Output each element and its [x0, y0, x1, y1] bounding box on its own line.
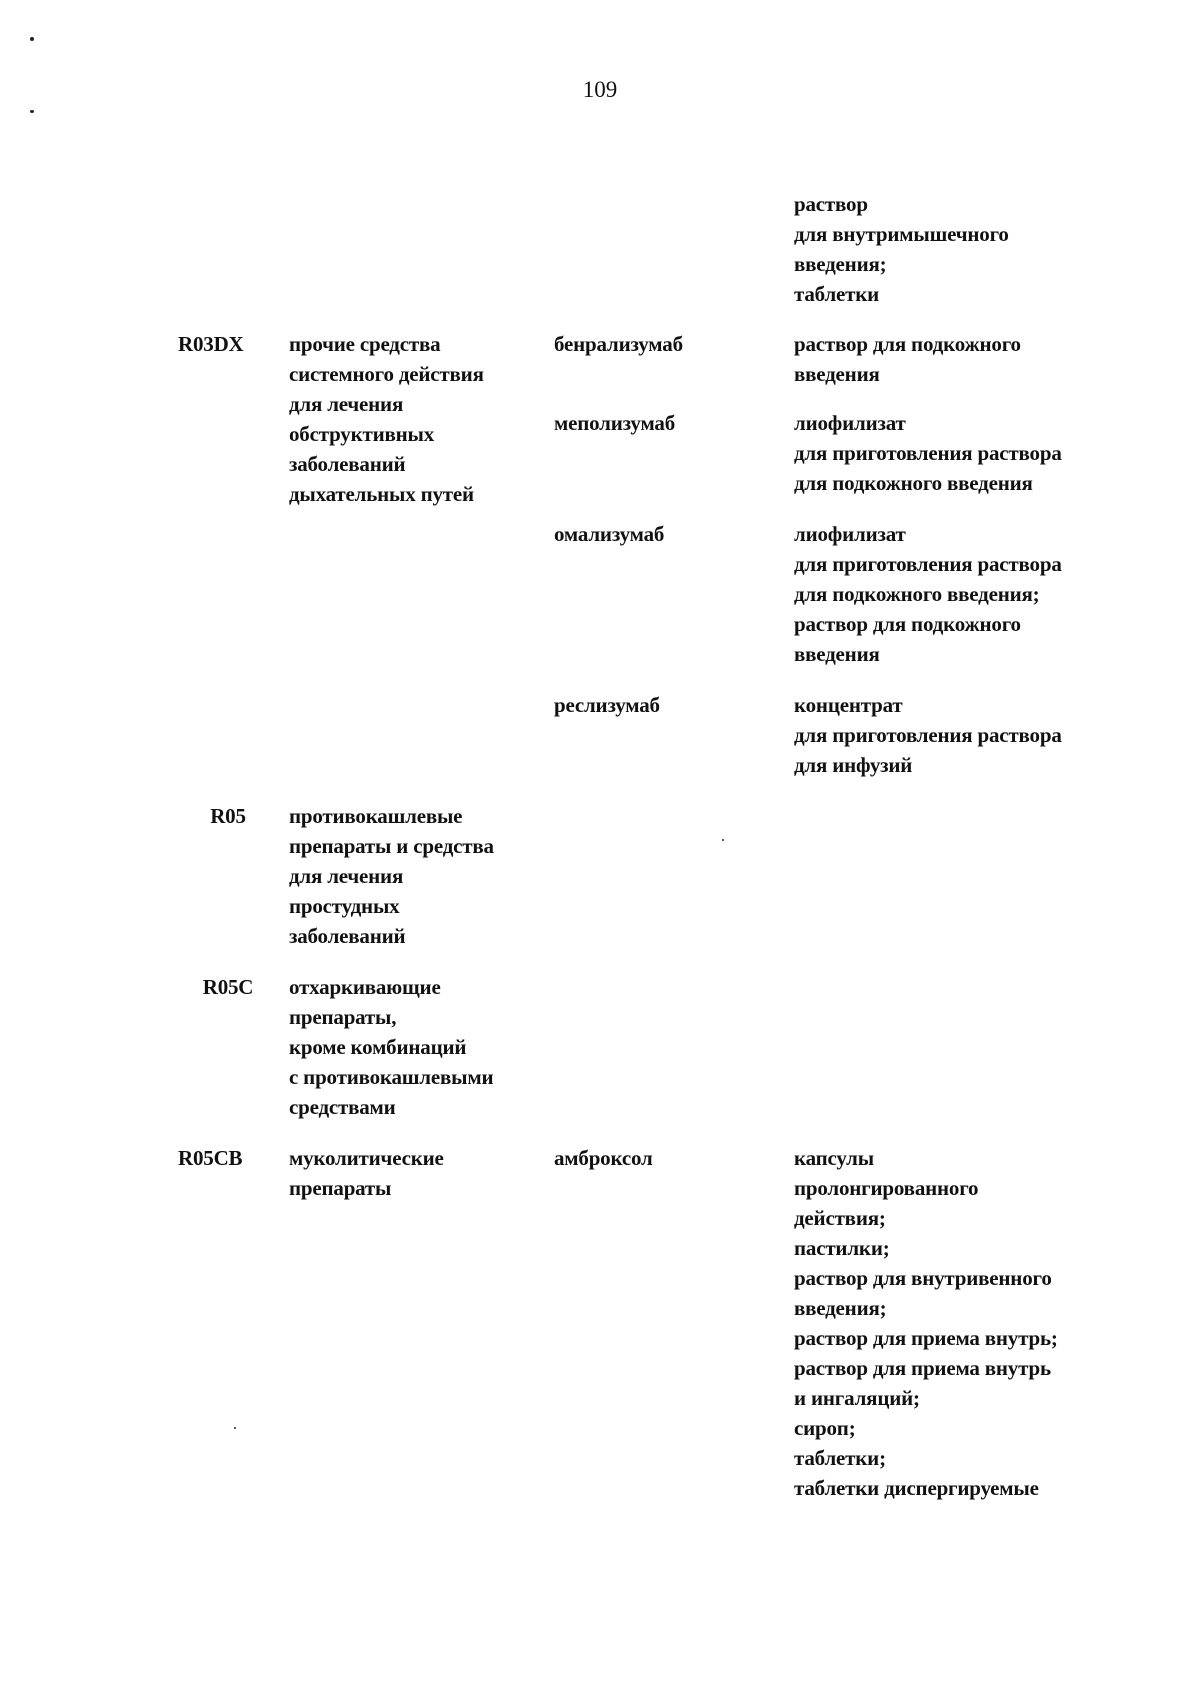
forms-ambroxol: капсулы пролонгированного действия; пастилки; раствор для внутривенного введения; раствор для приема внутрь; раствор для приема внутрь и ингаляций; сироп; таблетки; таблетки диспергируемые: [794, 1146, 1058, 1500]
group-name-r05c: отхаркивающие препараты, кроме комбинаций с противокашлевыми средствами: [289, 975, 494, 1119]
forms-benralizumab: раствор для подкожного введения: [794, 332, 1021, 386]
drug-omalizumab: омализумаб: [554, 522, 665, 546]
drug-benralizumab: бенрализумаб: [554, 332, 683, 356]
atc-code-r05c: R05C: [202, 975, 254, 999]
atc-code-r05cb: R05CB: [178, 1146, 243, 1170]
continued-dosage-forms: раствор для внутримышечного введения; таблетки: [794, 192, 1009, 306]
group-name-r05: противокашлевые препараты и средства для лечения простудных заболеваний: [289, 804, 494, 948]
scan-speck: [30, 37, 34, 41]
page-number: 109: [582, 77, 618, 102]
group-name-r05cb: муколитические препараты: [289, 1146, 444, 1200]
scan-speck: [234, 1427, 236, 1429]
drug-ambroxol: амброксол: [554, 1146, 653, 1170]
drug-mepolizumab: меполизумаб: [554, 411, 676, 435]
scan-speck: [722, 839, 724, 841]
drug-reslizumab: реслизумаб: [554, 693, 660, 717]
forms-reslizumab: концентрат для приготовления раствора для инфузий: [794, 693, 1062, 777]
group-name-r03dx: прочие средства системного действия для лечения обструктивных заболеваний дыхательных путей: [289, 332, 484, 506]
atc-code-r05: R05: [210, 804, 246, 828]
forms-omalizumab: лиофилизат для приготовления раствора для подкожного введения; раствор для подкожного введения: [794, 522, 1062, 666]
forms-mepolizumab: лиофилизат для приготовления раствора для подкожного введения: [794, 411, 1062, 495]
scan-speck: [30, 110, 34, 113]
atc-code-r03dx: R03DX: [178, 332, 244, 356]
